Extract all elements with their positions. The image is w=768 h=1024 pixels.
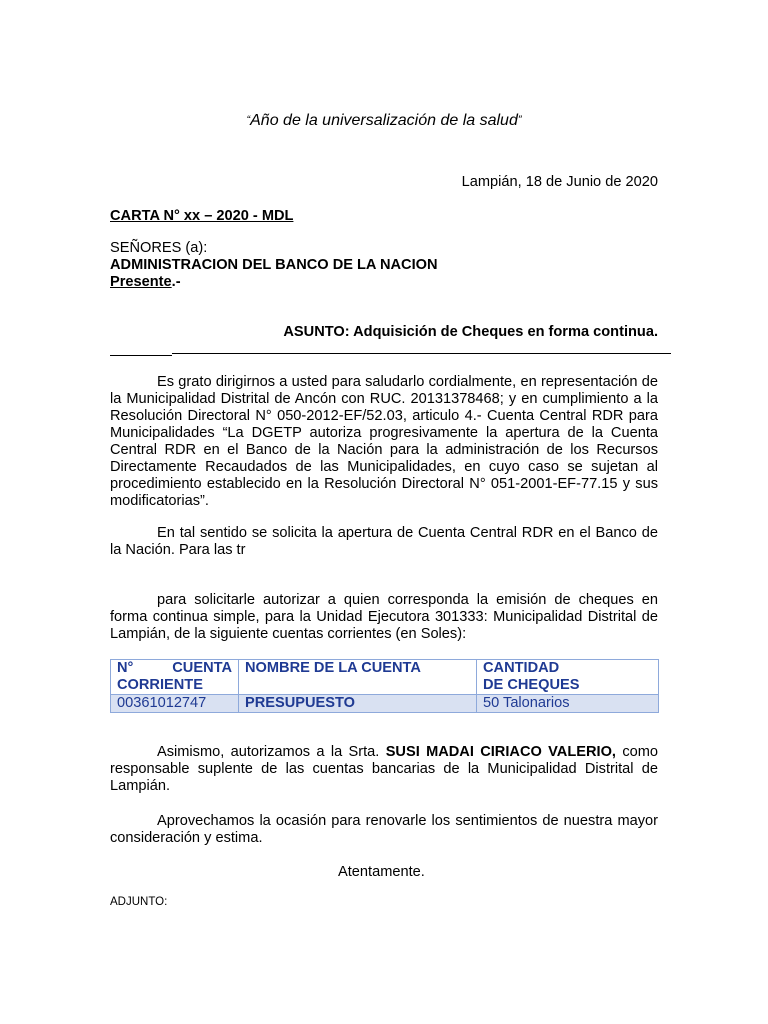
paragraph-authorization-before: Asimismo, autorizamos a la Srta.	[157, 744, 380, 760]
table-row	[111, 695, 659, 713]
letter-number: CARTA N° xx – 2020 - MDL	[110, 208, 294, 224]
motto-open-quote: “	[246, 114, 251, 126]
subject-divider-left	[110, 355, 172, 356]
presente-line	[110, 274, 181, 290]
header-check-quantity-b: DE CHEQUES	[483, 677, 580, 693]
presente-suffix: .-	[171, 274, 181, 290]
header-account-number-cuenta: CUENTA	[172, 660, 232, 676]
authorized-person-name: SUSI MADAI CIRIACO VALERIO,	[385, 744, 616, 760]
paragraph-authorization-after: como responsable suplente de las cuentas bancarias de la Municipalidad Distrital de Lampián.	[110, 744, 658, 794]
motto-close-quote: ”	[517, 114, 522, 126]
paragraph-request-text: En tal sentido se solicita la apertura de Cuenta Central RDR en el Banco de la Nación. Para las tr	[110, 525, 658, 558]
presente-word: Presente	[110, 274, 172, 290]
cell-account-name: PRESUPUESTO	[239, 695, 477, 713]
header-check-quantity	[477, 660, 659, 695]
motto-text: Año de la universalización de la salud	[250, 112, 518, 129]
paragraph-intro	[110, 374, 658, 510]
header-check-quantity-a: CANTIDAD	[483, 660, 560, 676]
paragraph-authorization	[110, 744, 658, 795]
header-account-name: NOMBRE DE LA CUENTA	[239, 660, 477, 695]
paragraph-checks	[110, 592, 658, 643]
paragraph-closing	[110, 813, 658, 847]
header-account-number	[111, 660, 239, 695]
closing-salutation: Atentamente.	[338, 864, 425, 880]
cell-check-quantity: 50 Talonarios	[477, 695, 659, 713]
paragraph-intro-text: Es grato dirigirnos a usted para saludarlo cordialmente, en representación de la Municipalidad Distrital de Ancón con RUC. 20131378468; y en cumplimiento a la Resolución Directoral N° 050-2012-EF/52.03, articulo 4.- Cuenta Central RDR para Municipalidades “La DGETP autoriza progresivamente la apertura de la Cuenta Central RDR en el Banco de la Nación para la administración de los Recursos Directamente Recaudados de las Municipalidades, en cuyo caso se sujetan al procedimiento establecido en la Resolución Directoral N° 051-2001-EF-77.15 y sus modificatorias”.	[110, 374, 658, 509]
accounts-table	[110, 659, 659, 713]
paragraph-closing-text: Aprovechamos la ocasión para renovarle los sentimientos de nuestra mayor consideración y estima.	[110, 813, 658, 846]
paragraph-request	[110, 525, 658, 559]
subject-divider-right	[172, 353, 671, 354]
paragraph-checks-text: para solicitarle autorizar a quien corresponda la emisión de cheques en forma continua simple, para la Unidad Ejecutora 301333: Municipalidad Distrital de Lampián, de la siguiente cuentas corrientes (en Soles):	[110, 592, 658, 642]
table-header-row	[111, 660, 659, 695]
motto	[0, 112, 768, 130]
recipient-name: ADMINISTRACION DEL BANCO DE LA NACION	[110, 257, 438, 273]
attachment-label: ADJUNTO:	[110, 896, 168, 908]
header-account-number-corriente: CORRIENTE	[117, 677, 203, 693]
recipient-salutation: SEÑORES (a):	[110, 240, 208, 256]
header-account-number-no: N°	[117, 660, 134, 676]
letter-date: Lampián, 18 de Junio de 2020	[461, 174, 658, 190]
cell-account-number: 00361012747	[111, 695, 239, 713]
subject-line: ASUNTO: Adquisición de Cheques en forma continua.	[283, 324, 658, 340]
